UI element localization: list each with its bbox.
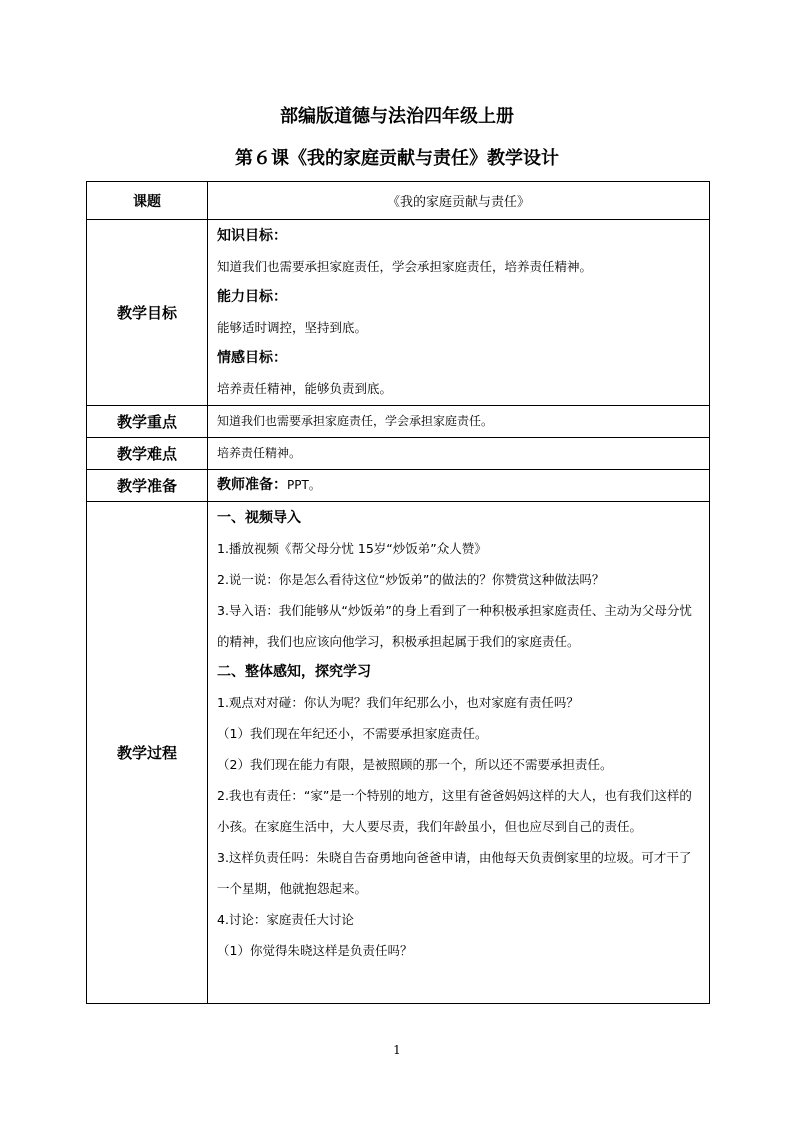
table-row-objectives [87,220,710,406]
section1-heading: 一、视频导入 [217,510,301,526]
knowledge-text: 知道我们也需要承担家庭责任，学会承担家庭责任，培养责任精神。 [217,259,593,274]
s1-item3: 3.导入语：我们能够从“炒饭弟”的身上看到了一种积极承担家庭责任、主动为父母分忧的精神，我们也应该向他学习，积极承担起属于我们的家庭责任。 [217,603,692,649]
key-points-text: 知道我们也需要承担家庭责任，学会承担家庭责任。 [208,406,710,438]
s2-item4a: （1）你觉得朱晓这样是负责任吗？ [217,943,413,958]
difficulties-text: 培养责任精神。 [208,438,710,470]
preparation-heading: 教师准备： [217,477,287,493]
preparation-cell [208,470,710,502]
emotion-text: 培养责任精神，能够负责到底。 [217,381,393,396]
s1-item2: 2.说一说：你是怎么看待这位“炒饭弟”的做法的？你赞赏这种做法吗？ [217,572,605,587]
page-number: 1 [393,1043,401,1057]
table-row-key-points [87,406,710,438]
lesson-title: 第６课《我的家庭贡献与责任》教学设计 [235,148,559,169]
emotion-heading: 情感目标： [217,350,287,366]
ability-text: 能够适时调控，坚持到底。 [217,320,368,335]
difficulties-label: 教学难点 [87,438,208,470]
topic-value: 《我的家庭贡献与责任》 [208,182,710,220]
objectives-cell [208,220,710,406]
s2-item1a: （1）我们现在年纪还小，不需要承担家庭责任。 [217,726,488,741]
ability-heading: 能力目标： [217,289,287,305]
process-cell [208,502,710,1004]
s2-item1: 1.观点对对碰：你认为呢？我们年纪那么小，也对家庭有责任吗？ [217,695,579,710]
lesson-plan-table [86,181,710,1004]
table-row-preparation [87,470,710,502]
section2-heading: 二、整体感知，探究学习 [217,664,371,680]
s1-item1: 1.播放视频《帮父母分忧 15岁“炒饭弟”众人赞》 [217,541,487,556]
table-row-difficulties [87,438,710,470]
s2-item3: 3.这样负责任吗：朱晓自告奋勇地向爸爸申请，由他每天负责倒家里的垃圾。可才干了一个星期，他就抱怨起来。 [217,850,692,896]
s2-item1b: （2）我们现在能力有限，是被照顾的那一个，所以还不需要承担责任。 [217,757,613,772]
preparation-label: 教学准备 [87,470,208,502]
document-title: 部编版道德与法治四年级上册 [280,106,514,127]
process-label: 教学过程 [87,502,208,1004]
preparation-text: PPT。 [287,478,321,492]
table-row-topic [87,182,710,220]
table-row-process [87,502,710,1004]
knowledge-heading: 知识目标： [217,228,287,244]
objectives-label: 教学目标 [87,220,208,406]
topic-label: 课题 [87,182,208,220]
s2-item2: 2.我也有责任：“家”是一个特别的地方，这里有爸爸妈妈这样的大人，也有我们这样的小孩。在家庭生活中，大人要尽责，我们年龄虽小，但也应尽到自己的责任。 [217,788,692,834]
key-points-label: 教学重点 [87,406,208,438]
s2-item4: 4.讨论：家庭责任大讨论 [217,912,354,927]
